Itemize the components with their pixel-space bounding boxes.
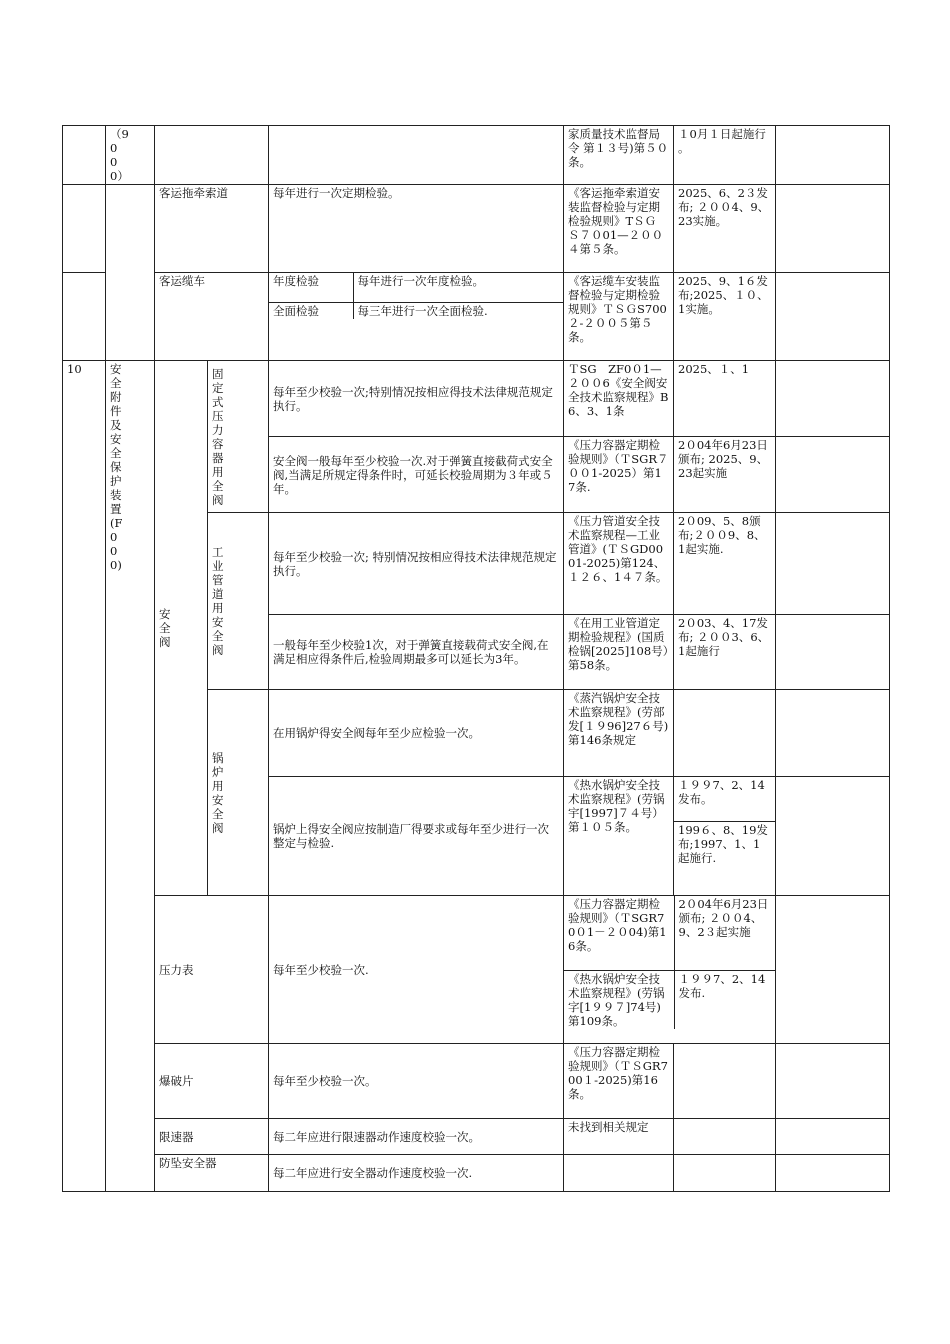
regulation-cell: 《蒸汽锅炉安全技术监察规程》(劳部发[１９96]27６号)第146条规定 [564, 690, 674, 777]
date-cell: 2０04年6月23日颁布; 2025、9、23起实施 [674, 437, 776, 513]
date-cell: １0月１日起施行 。 [674, 126, 776, 185]
inspection-desc: 每三年进行一次全面检验. [353, 302, 563, 319]
equipment-cell: 限速器 [155, 1119, 269, 1155]
requirement-cell: 一般每年至少校验1次，对于弹簧直接载荷式安全阀,在满足相应得条件后,检验周期最多可以延长为3年。 [269, 615, 564, 690]
table-row [63, 896, 890, 1044]
category-cell [106, 185, 155, 361]
group-cell: 安全阀 [155, 361, 208, 896]
date-cell [674, 1155, 776, 1192]
subtype-cell: 工业管道用安全阀 [208, 513, 269, 690]
equipment-cell: 爆破片 [155, 1044, 269, 1119]
requirement-cell: 每二年应进行安全器动作速度校验一次. [269, 1155, 564, 1192]
requirement-cell: 在用锅炉得安全阀每年至少应检验一次。 [269, 690, 564, 777]
table-row [63, 273, 890, 361]
equipment-cell: 客运缆车 [155, 273, 269, 361]
inspection-desc: 每年进行一次年度检验。 [353, 273, 563, 302]
index-cell [63, 273, 106, 361]
note-cell [776, 896, 890, 1044]
regulation-cell: 《客运缆车安装监督检验与定期检验规则》ＴＳＧS700２-２００５第５条。 [564, 273, 674, 361]
regulation-cell: 《热水锅炉安全技术监察规程》(劳锅宇[1997]７４号）第１０５条。 [564, 777, 674, 896]
category-cell: 安全附件及安全保护装置(F000) [106, 361, 155, 1192]
date-entry: 2０04年6月23日颁布; ２００4、9、2３起实施 [674, 896, 775, 970]
requirement-cell [269, 126, 564, 185]
inspection-type: 全面检验 [269, 302, 353, 319]
note-cell [776, 777, 890, 896]
date-cell: 2０03、4、17发布; ２００3、6、1起施行 [674, 615, 776, 690]
table-row [63, 1119, 890, 1155]
equipment-cell: 客运拖牵索道 [155, 185, 269, 273]
regulation-cell: 《压力管道安全技术监察规程—工业管道》(ＴＳGD0001-2025)第124、１２６、1４７条。 [564, 513, 674, 615]
date-cell [674, 777, 776, 896]
note-cell [776, 1155, 890, 1192]
equipment-cell: 压力表 [155, 896, 269, 1044]
requirement-cell: 锅炉上得安全阀应按制造厂得要求或每年至少进行一次整定与检验. [269, 777, 564, 896]
regulation-cell: ＴSG ZF0０1—２００6《安全阀安全技术监察规程》B6、3、1条 [564, 361, 674, 437]
date-cell: 2０09、5、8颁布;２００9、8、1起实施. [674, 513, 776, 615]
requirement-cell: 安全阀一般每年至少校验一次.对于弹簧直接截荷式安全阀,当满足所规定得条件时，可延长校验周期为３年或５年。 [269, 437, 564, 513]
table-row [63, 1044, 890, 1119]
note-cell [776, 1044, 890, 1119]
subtype-cell: 锅炉用安全阀 [208, 690, 269, 896]
date-entry: １９９7、2、14发布。 [674, 777, 775, 821]
category-cell: （9000） [106, 126, 155, 185]
date-cell [674, 1119, 776, 1155]
requirement-cell: 每年至少校验一次;特别情况按相应得技术法律规范规定执行。 [269, 361, 564, 437]
date-entry: 199６、8、19发布;1997、1、1起施行. [678, 822, 768, 865]
table-row [63, 361, 890, 437]
note-cell [776, 513, 890, 615]
table-row [63, 1155, 890, 1192]
index-cell: 10 [63, 361, 106, 1192]
date-cell: 2025、6、2３发布; ２００4、9、23实施。 [674, 185, 776, 273]
regulation-entry: 《热水锅炉安全技术监察规程》(劳锅字[1９９７]74号)第109条。 [564, 970, 674, 1029]
requirement-cell: 每年进行一次定期检验。 [269, 185, 564, 273]
regulation-entry: 《压力容器定期检验规则》（ＴSGR70０1－２０04)第16条。 [564, 896, 674, 970]
note-cell [776, 273, 890, 361]
note-cell [776, 185, 890, 273]
date-cell [674, 690, 776, 777]
equipment-cell [155, 126, 269, 185]
index-cell [63, 126, 106, 185]
regulation-cell: 未找到相关规定 [564, 1119, 674, 1155]
regulation-cell: 《压力容器定期检验规则》（ＴＳGR700１-2025)第16条。 [564, 1044, 674, 1119]
regulation-cell [564, 1155, 674, 1192]
regulation-subtable [564, 896, 775, 1029]
equipment-cell: 防坠安全器 [155, 1155, 269, 1192]
regulation-cell: 家质量技术监督局令 第１３号)第５０条。 [564, 126, 674, 185]
table-row [63, 126, 890, 185]
requirement-cell [269, 273, 564, 361]
note-cell [776, 1119, 890, 1155]
index-cell [63, 185, 106, 273]
table-row [63, 185, 890, 273]
note-cell [776, 361, 890, 437]
note-cell [776, 437, 890, 513]
regulation-cell: 《在用工业管道定期检验规程》(国质检锅[2025]108号）第58条。 [564, 615, 674, 690]
requirement-cell: 每年至少校验一次。 [269, 1044, 564, 1119]
date-cell: 2025、9、1６发布;2025、１０、1实施。 [674, 273, 776, 361]
date-subtable [674, 777, 775, 866]
regulation-cell: 《客运拖牵索道安装监督检验与定期检验规则》TＳＧ Ｓ７０01—２００４第５条。 [564, 185, 674, 273]
note-cell [776, 615, 890, 690]
requirement-cell: 每年至少校验一次; 特别情况按相应得技术法律规范规定执行。 [269, 513, 564, 615]
note-cell [776, 126, 890, 185]
date-cell: 2025、１、1 [674, 361, 776, 437]
requirement-cell: 每二年应进行限速器动作速度校验一次。 [269, 1119, 564, 1155]
date-cell [674, 1044, 776, 1119]
inspection-type: 年度检验 [269, 273, 353, 302]
regulation-cell: 《压力容器定期检验规则》（ＴSGR７００1-2025）第17条. [564, 437, 674, 513]
inspection-subtable [269, 273, 563, 319]
note-cell [776, 690, 890, 777]
regulation-date-cell [564, 896, 776, 1044]
date-entry: １９９7、2、14发布. [674, 970, 775, 1029]
subtype-cell: 固定式压力容器用全阀 [208, 361, 269, 513]
regulation-table [62, 125, 890, 1192]
requirement-cell: 每年至少校验一次. [269, 896, 564, 1044]
